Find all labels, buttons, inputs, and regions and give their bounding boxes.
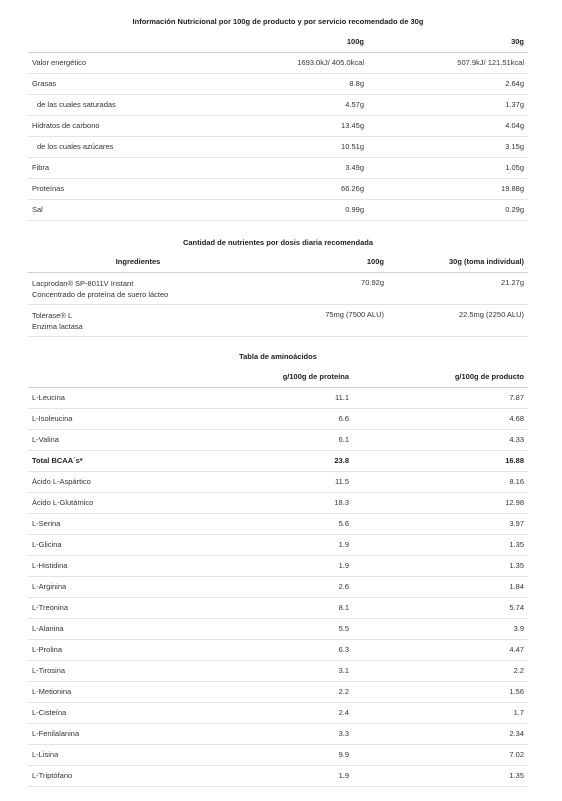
- row-name: L-Treonina: [32, 603, 68, 612]
- ingredient-name: Tolerase® L: [32, 310, 73, 320]
- table-row: [28, 576, 528, 597]
- table-row: [28, 723, 528, 744]
- row-name: L-Glicina: [32, 540, 62, 549]
- row-name: Ácido L-Aspártico: [32, 477, 91, 486]
- row-value-product: 1.35: [509, 540, 524, 549]
- aminoacids-table: [28, 366, 528, 787]
- row-value-protein: 6.1: [338, 435, 349, 444]
- row-value-protein: 23.8: [334, 456, 349, 465]
- nutrition-rows: [28, 52, 528, 220]
- row-value-product: 3.97: [509, 519, 524, 528]
- aminoacids-header-row: [28, 366, 528, 387]
- row-name: L-Metionina: [32, 687, 72, 696]
- table-row: [28, 765, 528, 786]
- row-name: Hidratos de carbono: [32, 121, 100, 130]
- table-row: [28, 52, 528, 73]
- table-row: [28, 639, 528, 660]
- table-row: [28, 744, 528, 765]
- row-name: L-Prolina: [32, 645, 63, 654]
- row-value-protein: 1.9: [338, 561, 349, 570]
- aminoacids-header-protein: g/100g de proteína: [282, 371, 349, 381]
- row-value-protein: 11.1: [334, 393, 349, 402]
- row-name: L-Tirosina: [32, 666, 66, 675]
- table-row: [28, 660, 528, 681]
- nutrition-header-30g: 30g: [511, 37, 524, 47]
- ingredient-description: Concentrado de proteína de suero lácteo: [32, 289, 169, 299]
- row-name: L-Valina: [32, 435, 59, 444]
- row-value-protein: 8.1: [338, 603, 349, 612]
- nutrition-header-100g: 100g: [346, 37, 364, 47]
- nutrients-header-row: [28, 252, 528, 272]
- row-name: L-Serina: [32, 519, 61, 528]
- row-value-30g: 2.64g: [505, 79, 524, 88]
- row-value-protein: 11.5: [334, 477, 349, 486]
- row-value-product: 8.16: [509, 477, 524, 486]
- row-value-product: 2.34: [509, 729, 524, 738]
- row-value-30g: 0.29g: [505, 205, 524, 214]
- row-value-product: 7.87: [509, 393, 524, 402]
- table-row: [28, 513, 528, 534]
- row-value-100g: 10.51g: [341, 142, 364, 151]
- row-value-100g: 75mg (7500 ALU): [325, 309, 384, 319]
- ingredient-name: Lacprodan® SP-8011V Instant: [32, 278, 134, 288]
- ingredient-description: Enzima lactasa: [32, 321, 83, 331]
- row-value-protein: 1.9: [338, 771, 349, 780]
- row-value-protein: 3.3: [338, 729, 349, 738]
- row-value-30g: 21.27g: [501, 277, 524, 287]
- nutrition-header-row: [28, 32, 528, 52]
- nutrition-caption: Información Nutricional por 100g de producto y por servicio recomendado de 30g: [132, 17, 424, 26]
- row-value-protein: 2.6: [338, 582, 349, 591]
- row-value-protein: 5.6: [338, 519, 349, 528]
- row-name: L-Lisina: [32, 750, 59, 759]
- row-value-100g: 1693.0kJ/ 405.0kcal: [297, 58, 364, 67]
- row-value-30g: 19.88g: [501, 184, 524, 193]
- row-value-product: 16.88: [505, 456, 524, 465]
- nutrients-caption: Cantidad de nutrientes por dosis diaria recomendada: [182, 238, 374, 247]
- row-name: L-Arginina: [32, 582, 67, 591]
- row-value-product: 7.02: [509, 750, 524, 759]
- row-name: L-Fenilalanina: [32, 729, 80, 738]
- row-name: Fibra: [32, 163, 50, 172]
- row-value-protein: 9.9: [338, 750, 349, 759]
- table-row: [28, 534, 528, 555]
- row-value-product: 4.33: [509, 435, 524, 444]
- row-value-product: 1.35: [509, 561, 524, 570]
- table-row: [28, 471, 528, 492]
- row-name: Sal: [32, 205, 43, 214]
- row-name: de las cuales saturadas: [37, 100, 116, 109]
- row-value-30g: 3.15g: [505, 142, 524, 151]
- nutrients-header-30g: 30g (toma individual): [448, 257, 524, 267]
- nutrients-header-100g: 100g: [366, 257, 384, 267]
- table-row: [28, 272, 528, 304]
- table-row: [28, 115, 528, 136]
- row-value-product: 1.7: [513, 708, 524, 717]
- row-value-product: 12.98: [505, 498, 524, 507]
- table-row: [28, 429, 528, 450]
- row-value-product: 2.2: [513, 666, 524, 675]
- table-row: [28, 199, 528, 220]
- nutrients-header-ingredients: Ingredientes: [115, 257, 161, 267]
- aminoacids-caption: Tabla de aminoácidos: [239, 352, 317, 361]
- row-value-protein: 5.5: [338, 624, 349, 633]
- row-value-product: 5.74: [509, 603, 524, 612]
- aminoacids-header-name: [28, 366, 228, 387]
- row-value-30g: 507.9kJ/ 121.51kcal: [457, 58, 524, 67]
- row-value-30g: 4.04g: [505, 121, 524, 130]
- row-value-100g: 66.26g: [341, 184, 364, 193]
- table-row: [28, 178, 528, 199]
- row-name: Valor energético: [32, 58, 87, 67]
- row-name: L-Alanina: [32, 624, 64, 633]
- table-row: [28, 597, 528, 618]
- row-name: de los cuales azúcares: [37, 142, 114, 151]
- row-name: Proteínas: [32, 184, 65, 193]
- table-row: [28, 555, 528, 576]
- table-row: [28, 618, 528, 639]
- row-name: L-Leucina: [32, 393, 65, 402]
- nutrition-header-name: [28, 32, 198, 52]
- row-value-product: 4.47: [509, 645, 524, 654]
- row-value-100g: 13.45g: [341, 121, 364, 130]
- table-row: [28, 94, 528, 115]
- aminoacids-rows: [28, 387, 528, 786]
- nutrients-table: [28, 252, 528, 337]
- row-name: L-Cisteína: [32, 708, 67, 717]
- row-value-30g: 1.37g: [505, 100, 524, 109]
- row-value-30g: 1.05g: [505, 163, 524, 172]
- row-name: Total BCAA´s*: [32, 456, 83, 465]
- table-row: [28, 702, 528, 723]
- row-name: L-Isoleucina: [32, 414, 73, 423]
- row-value-protein: 1.9: [338, 540, 349, 549]
- row-value-product: 1.56: [509, 687, 524, 696]
- row-value-protein: 3.1: [338, 666, 349, 675]
- table-row: [28, 450, 528, 471]
- row-value-100g: 70.92g: [361, 277, 384, 287]
- table-row: [28, 681, 528, 702]
- row-value-product: 1.84: [509, 582, 524, 591]
- row-value-product: 4.68: [509, 414, 524, 423]
- row-value-protein: 6.6: [338, 414, 349, 423]
- table-row: [28, 387, 528, 408]
- table-row: [28, 304, 528, 336]
- row-value-protein: 6.3: [338, 645, 349, 654]
- row-value-100g: 3.49g: [345, 163, 364, 172]
- row-value-protein: 18.3: [334, 498, 349, 507]
- ingredient-cell: [28, 272, 248, 304]
- row-value-product: 1.35: [509, 771, 524, 780]
- row-value-product: 3.9: [513, 624, 524, 633]
- row-name: Grasas: [32, 79, 57, 88]
- row-value-protein: 2.4: [338, 708, 349, 717]
- aminoacids-header-product: g/100g de producto: [454, 371, 524, 381]
- row-value-protein: 2.2: [338, 687, 349, 696]
- table-row: [28, 408, 528, 429]
- row-value-100g: 0.99g: [345, 205, 364, 214]
- table-row: [28, 136, 528, 157]
- ingredient-cell: [28, 304, 248, 336]
- nutrition-table: [28, 32, 528, 221]
- row-name: L-Histidina: [32, 561, 68, 570]
- row-name: Ácido L-Glutámico: [32, 498, 94, 507]
- row-name: L-Triptófano: [32, 771, 73, 780]
- row-value-100g: 4.57g: [345, 100, 364, 109]
- row-value-100g: 8.8g: [349, 79, 364, 88]
- table-row: [28, 157, 528, 178]
- row-value-30g: 22.5mg (2250 ALU): [458, 309, 524, 319]
- table-row: [28, 73, 528, 94]
- table-row: [28, 492, 528, 513]
